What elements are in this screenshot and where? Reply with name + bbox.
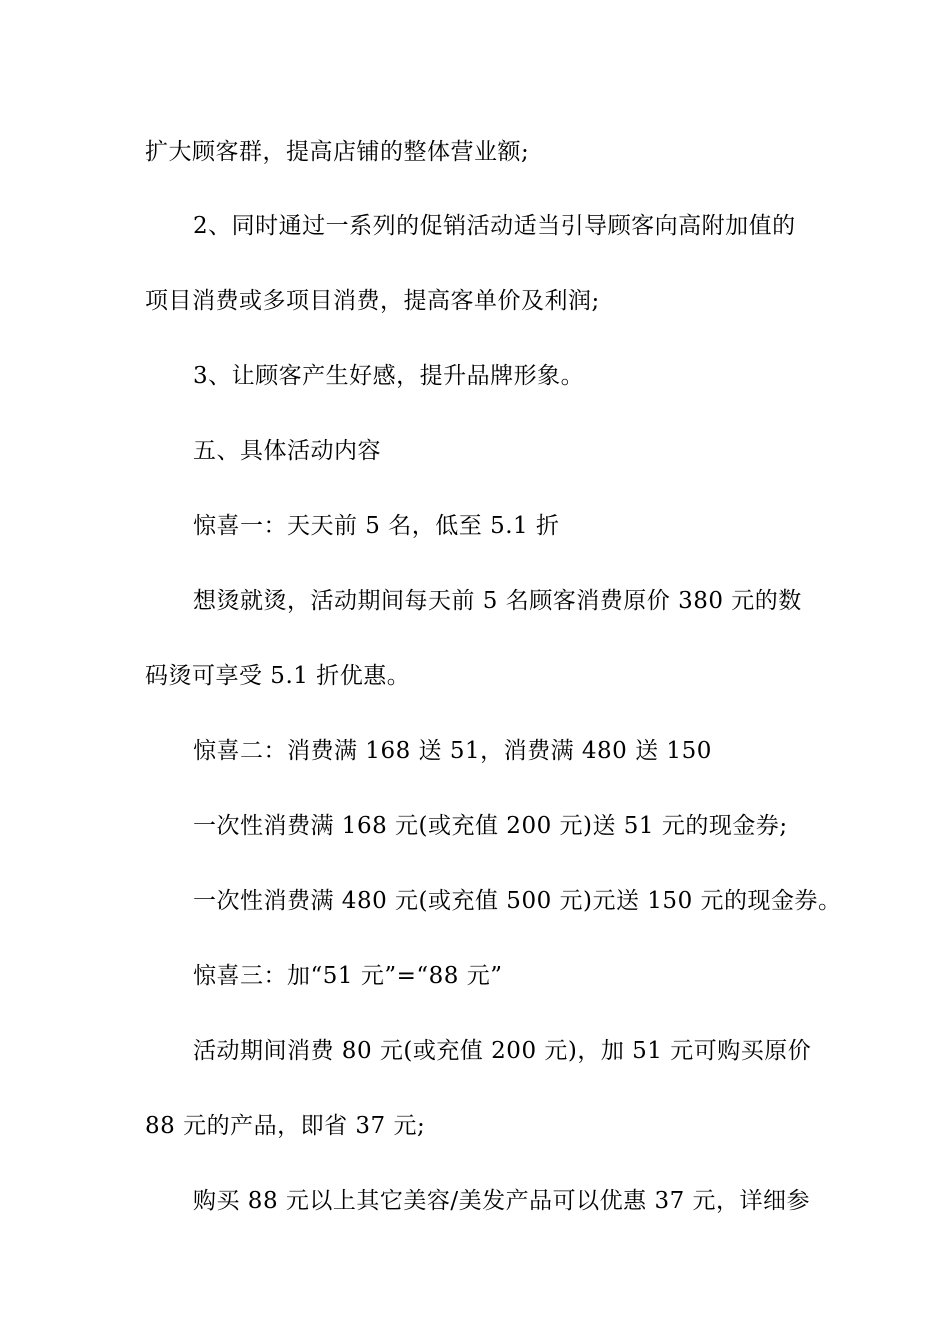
section-heading: 五、具体活动内容 — [193, 438, 381, 464]
surprise-3-text-1-continued: 88 元的产品，即省 37 元; — [145, 1113, 426, 1139]
surprise-3-text-2: 购买 88 元以上其它美容/美发产品可以优惠 37 元，详细参 — [193, 1188, 811, 1214]
text-line-goal-3: 3、让顾客产生好感，提升品牌形象。 — [193, 363, 585, 389]
surprise-3-heading: 惊喜三：加“51 元”=“88 元” — [193, 963, 503, 989]
text-line-goal-2-continued: 项目消费或多项目消费，提高客单价及利润; — [145, 288, 600, 314]
surprise-1-text: 想烫就烫，活动期间每天前 5 名顾客消费原价 380 元的数 — [193, 588, 802, 614]
surprise-2-text-1: 一次性消费满 168 元(或充值 200 元)送 51 元的现金券; — [193, 813, 788, 839]
surprise-2-heading: 惊喜二：消费满 168 送 51，消费满 480 送 150 — [193, 738, 712, 764]
surprise-2-text-2: 一次性消费满 480 元(或充值 500 元)元送 150 元的现金券。 — [193, 888, 842, 914]
surprise-1-text-continued: 码烫可享受 5.1 折优惠。 — [145, 663, 411, 689]
text-line-goal-continued: 扩大顾客群，提高店铺的整体营业额; — [145, 139, 530, 165]
surprise-3-text-1: 活动期间消费 80 元(或充值 200 元)，加 51 元可购买原价 — [193, 1038, 812, 1064]
text-line-goal-2: 2、同时通过一系列的促销活动适当引导顾客向高附加值的 — [193, 213, 796, 239]
surprise-1-heading: 惊喜一：天天前 5 名，低至 5.1 折 — [193, 513, 560, 539]
